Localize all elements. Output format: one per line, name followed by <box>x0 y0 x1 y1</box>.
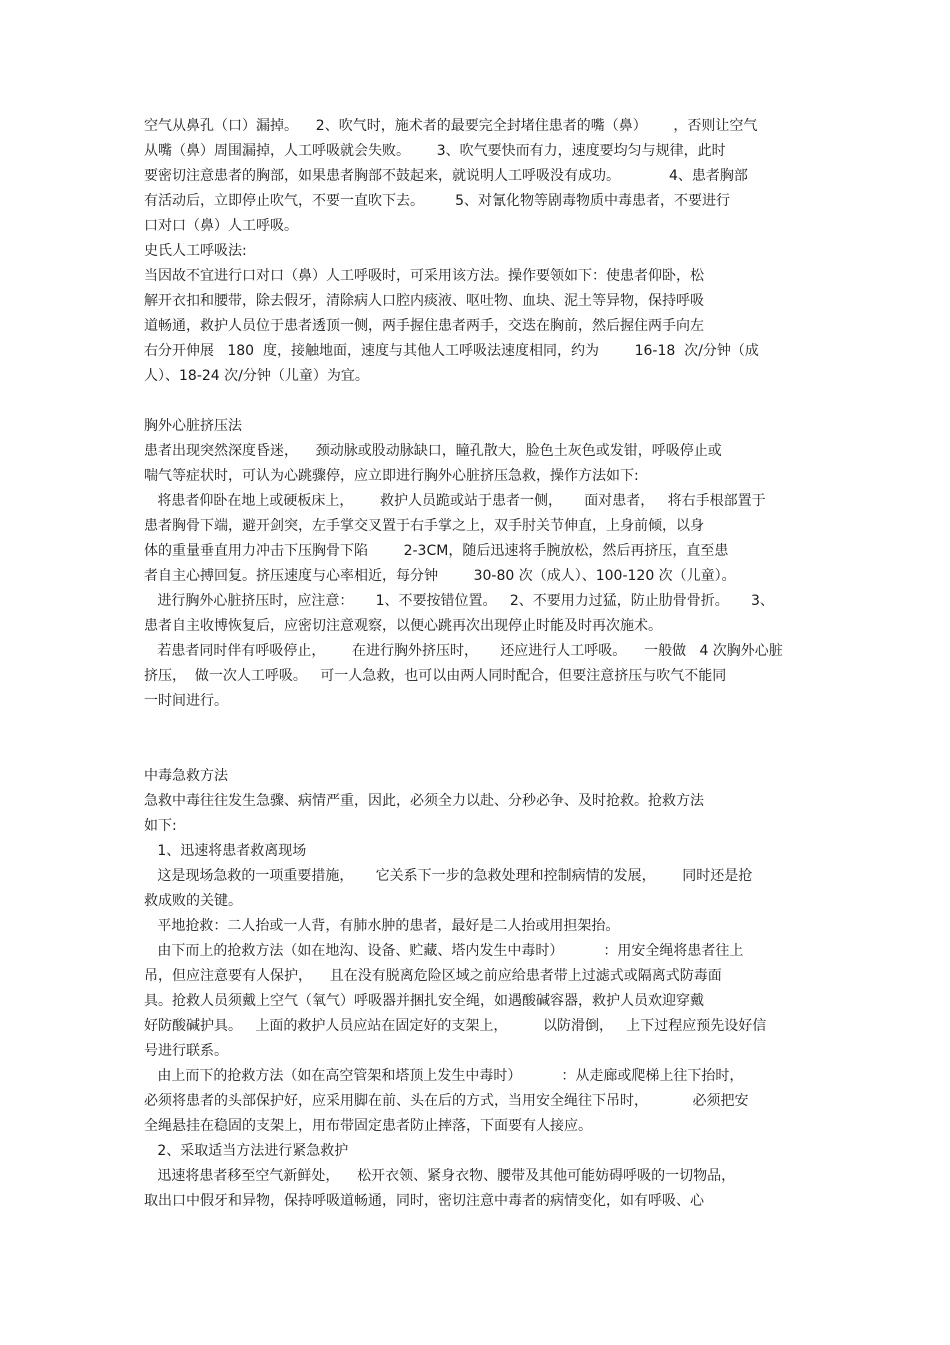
text-line: 者自主心搏回复。挤压速度与心率相近，每分钟 30-80 次（成人）、100-120 次（儿童）。 <box>144 568 736 584</box>
text-line: 2、采取适当方法进行紧急救护 <box>144 1143 349 1159</box>
blank-line <box>144 739 814 764</box>
text-line: 具。抢救人员须戴上空气（氧气）呼吸器并捆扎安全绳，如遇酸碱容器，救护人员欢迎穿戴 <box>144 993 704 1009</box>
text-line: 1、迅速将患者救离现场 <box>144 843 307 859</box>
text-line: 这是现场急救的一项重要措施， 它关系下一步的急救处理和控制病情的发展， 同时还是抢 <box>144 868 753 884</box>
text-line: 号进行联系。 <box>144 1043 228 1059</box>
text-line: 吊，但应注意要有人保护， 且在没有脱离危险区域之前应给患者带上过滤式或隔离式防毒面 <box>144 968 722 984</box>
text-line: 道畅通，救护人员位于患者透顶一侧，两手握住患者两手，交迭在胸前，然后握住两手向左 <box>144 318 704 334</box>
text-line: 患者胸骨下端，避开剑突，左手掌交叉置于右手掌之上，双手肘关节伸直，上身前倾，以身 <box>144 518 704 534</box>
text-line: 平地抢救：二人抬或一人背，有肺水肿的患者，最好是二人抬或用担架抬。 <box>144 918 620 934</box>
text-line: 迅速将患者移至空气新鲜处， 松开衣领、紧身衣物、腰带及其他可能妨碍呼吸的一切物品， <box>144 1168 736 1184</box>
text-line: 取出口中假牙和异物，保持呼吸道畅通，同时，密切注意中毒者的病情变化，如有呼吸、心 <box>144 1193 704 1209</box>
blank-line <box>144 714 814 739</box>
text-line: 由上而下的抢救方法（如在高空管架和塔顶上发生中毒时） ：从走廊或爬梯上往下抬时， <box>144 1068 744 1084</box>
section-heading: 中毒急救方法 <box>144 768 228 784</box>
text-line: 患者自主收博恢复后，应密切注意观察，以便心跳再次出现停止时能及时再次施术。 <box>144 618 662 634</box>
section-heading: 史氏人工呼吸法: <box>144 243 247 259</box>
text-line: 好防酸碱护具。 上面的救护人员应站在固定好的支架上， 以防滑倒， 上下过程应预先设好信 <box>144 1018 767 1034</box>
text-line: 人）、18-24 次/分钟（儿童）为宜。 <box>144 368 369 384</box>
text-line: 将患者仰卧在地上或硬板床上， 救护人员跪或站于患者一侧， 面对患者， 将右手根部置于 <box>144 493 766 509</box>
section-heading: 胸外心脏挤压法 <box>144 418 242 434</box>
text-line: 患者出现突然深度昏迷， 颈动脉或股动脉缺口，瞳孔散大，脸色土灰色或发钳，呼吸停止或 <box>144 443 722 459</box>
text-line: 全绳悬挂在稳固的支架上，用布带固定患者防止摔落，下面要有人接应。 <box>144 1118 592 1134</box>
text-line: 解开衣扣和腰带，除去假牙，清除病人口腔内痰液、呕吐物、血块、泥土等异物，保持呼吸 <box>144 293 704 309</box>
text-line: 右分开伸展 180 度，接触地面，速度与其他人工呼吸法速度相同，约为 16-18 次/分钟（成 <box>144 343 759 359</box>
text-line: 救成败的关键。 <box>144 893 242 909</box>
text-line: 口对口（鼻）人工呼吸。 <box>144 218 298 234</box>
text-line: 从嘴（鼻）周围漏掉，人工呼吸就会失败。 3、吹气要快而有力，速度要均匀与规律，此时 <box>144 143 726 159</box>
text-line: 空气从鼻孔（口）漏掉。 2、吹气时，施术者的最要完全封堵住患者的嘴（鼻） ，否则让空气 <box>144 118 758 134</box>
text-line: 一时间进行。 <box>144 693 228 709</box>
text-line: 必须将患者的头部保护好，应采用脚在前、头在后的方式，当用安全绳往下吊时， 必须把安 <box>144 1093 749 1109</box>
text-line: 进行胸外心脏挤压时，应注意： 1、不要按错位置。 2、不要用力过猛，防止肋骨骨折。 3、 <box>144 593 774 609</box>
text-line: 挤压， 做一次人工呼吸。 可一人急救，也可以由两人同时配合，但要注意挤压与吹气不能同 <box>144 668 727 684</box>
text-line: 若患者同时伴有呼吸停止， 在进行胸外挤压时， 还应进行人工呼吸。 一般做 4 次胸外心脏 <box>144 643 783 659</box>
text-line: 要密切注意患者的胸部，如果患者胸部不鼓起来，就说明人工呼吸没有成功。 4、患者胸部 <box>144 168 748 184</box>
text-line: 急救中毒往往发生急骤、病情严重，因此，必须全力以赴、分秒必争、及时抢救。抢救方法 <box>144 793 704 809</box>
text-line: 当因故不宜进行口对口（鼻）人工呼吸时，可采用该方法。操作要领如下：使患者仰卧，松 <box>144 268 704 284</box>
text-line: 体的重量垂直用力冲击下压胸骨下陷 2-3CM，随后迅速将手腕放松，然后再挤压，直至患 <box>144 543 729 559</box>
blank-line <box>144 389 814 414</box>
text-line: 有活动后，立即停止吹气，不要一直吹下去。 5、对氰化物等剧毒物质中毒患者，不要进行 <box>144 193 731 209</box>
text-line: 喘气等症状时，可认为心跳骤停，应立即进行胸外心脏挤压急救，操作方法如下: <box>144 468 639 484</box>
document-body <box>144 114 814 1214</box>
text-line: 由下而上的抢救方法（如在地沟、设备、贮藏、塔内发生中毒时） ：用安全绳将患者往上 <box>144 943 744 959</box>
text-line: 如下: <box>144 818 177 834</box>
